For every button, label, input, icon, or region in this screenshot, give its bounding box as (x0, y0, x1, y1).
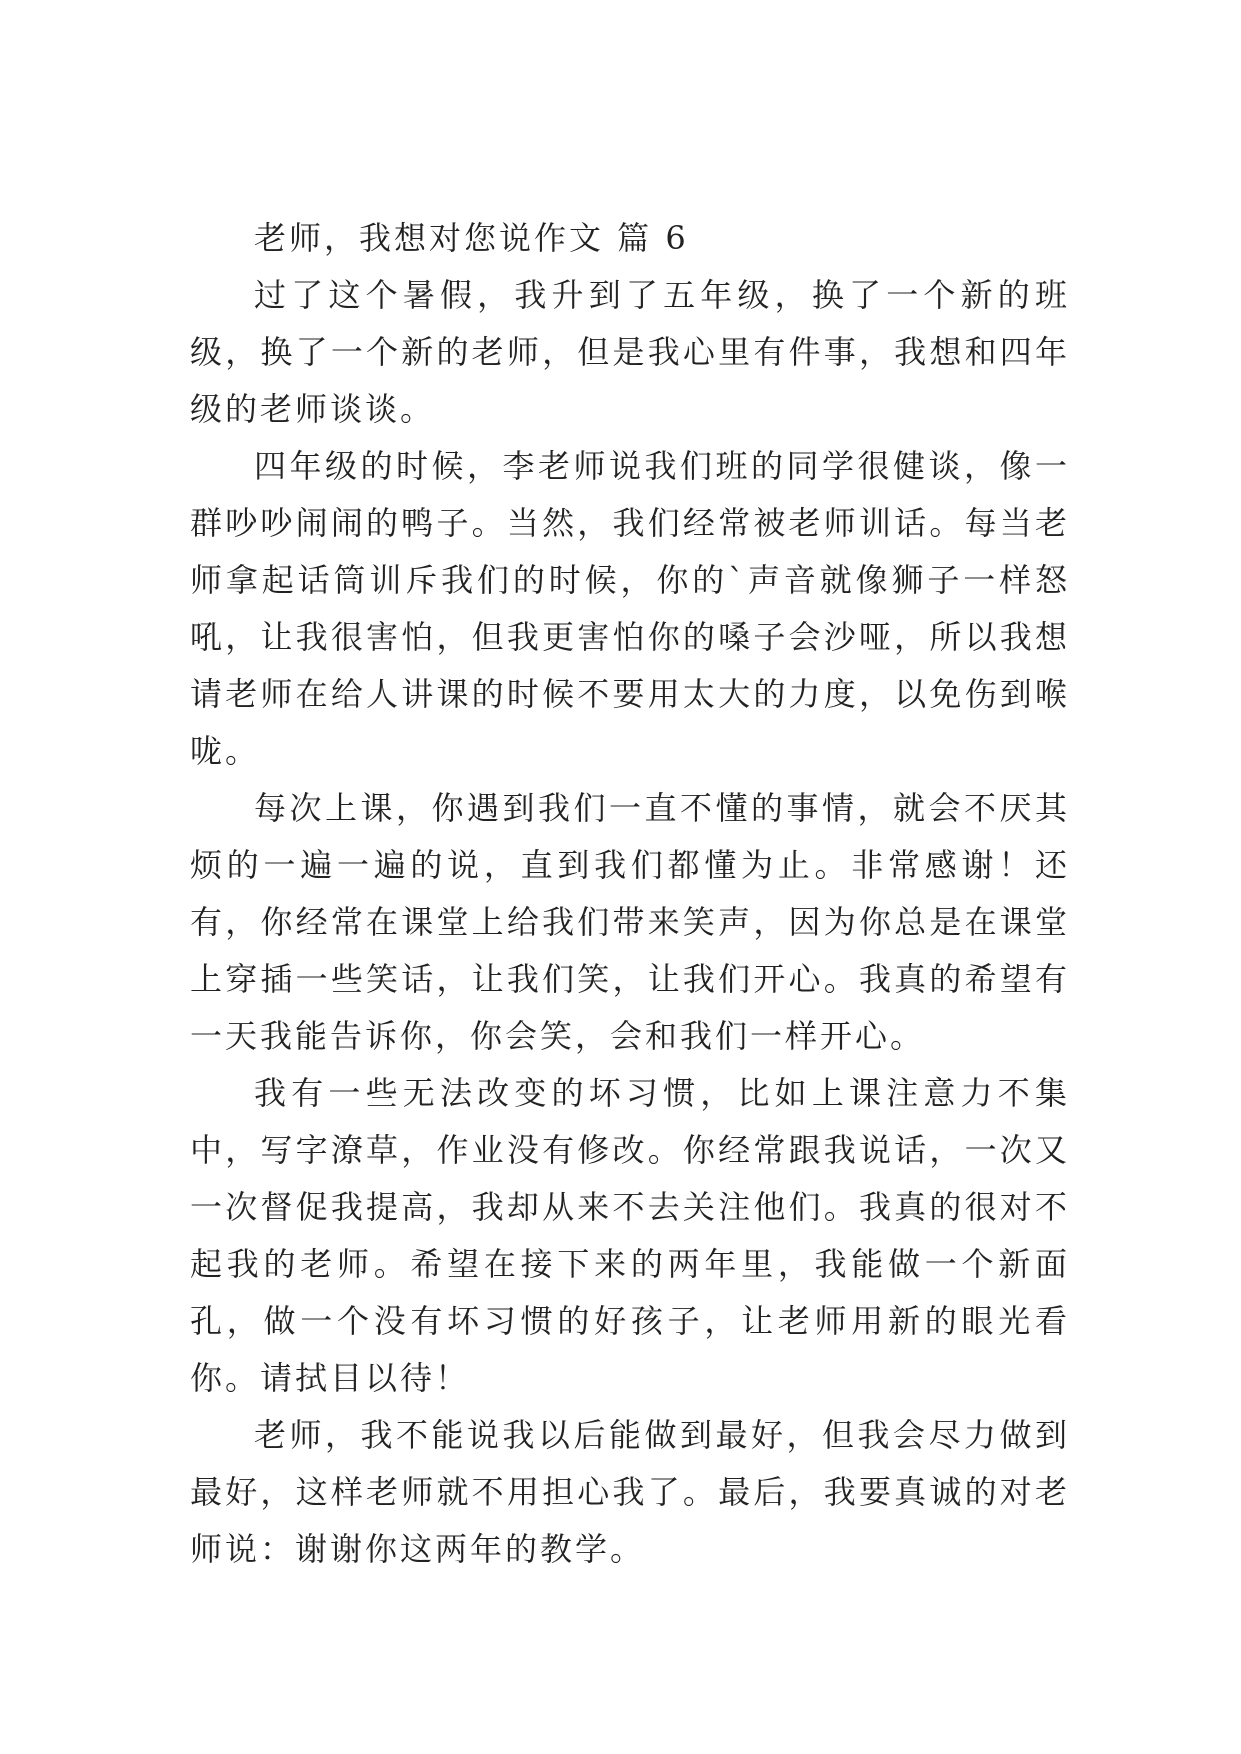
document-body (190, 210, 1070, 1578)
essay-title: 老师，我想对您说作文 篇 6 (254, 219, 689, 257)
paragraph-2: 四年级的时候，李老师说我们班的同学很健谈，像一群吵吵闹闹的鸭子。当然，我们经常被老师训话。每当老师拿起话筒训斥我们的时候，你的`声音就像狮子一样怒吼，让我很害怕，但我更害怕你的嗓子会沙哑，所以我想请老师在给人讲课的时候不要用太大的力度，以免伤到喉咙。 (190, 447, 1070, 770)
paragraph-3: 每次上课，你遇到我们一直不懂的事情，就会不厌其烦的一遍一遍的说，直到我们都懂为止。非常感谢！还有，你经常在课堂上给我们带来笑声，因为你总是在课堂上穿插一些笑话，让我们笑，让我们开心。我真的希望有一天我能告诉你，你会笑，会和我们一样开心。 (190, 789, 1070, 1055)
paragraph-4: 我有一些无法改变的坏习惯，比如上课注意力不集中，写字潦草，作业没有修改。你经常跟我说话，一次又一次督促我提高，我却从来不去关注他们。我真的很对不起我的老师。希望在接下来的两年里，我能做一个新面孔，做一个没有坏习惯的好孩子，让老师用新的眼光看你。请拭目以待！ (190, 1074, 1070, 1397)
paragraph-5: 老师，我不能说我以后能做到最好，但我会尽力做到最好，这样老师就不用担心我了。最后，我要真诚的对老师说：谢谢你这两年的教学。 (190, 1416, 1070, 1568)
paragraph-1: 过了这个暑假，我升到了五年级，换了一个新的班级，换了一个新的老师，但是我心里有件事，我想和四年级的老师谈谈。 (190, 276, 1070, 428)
